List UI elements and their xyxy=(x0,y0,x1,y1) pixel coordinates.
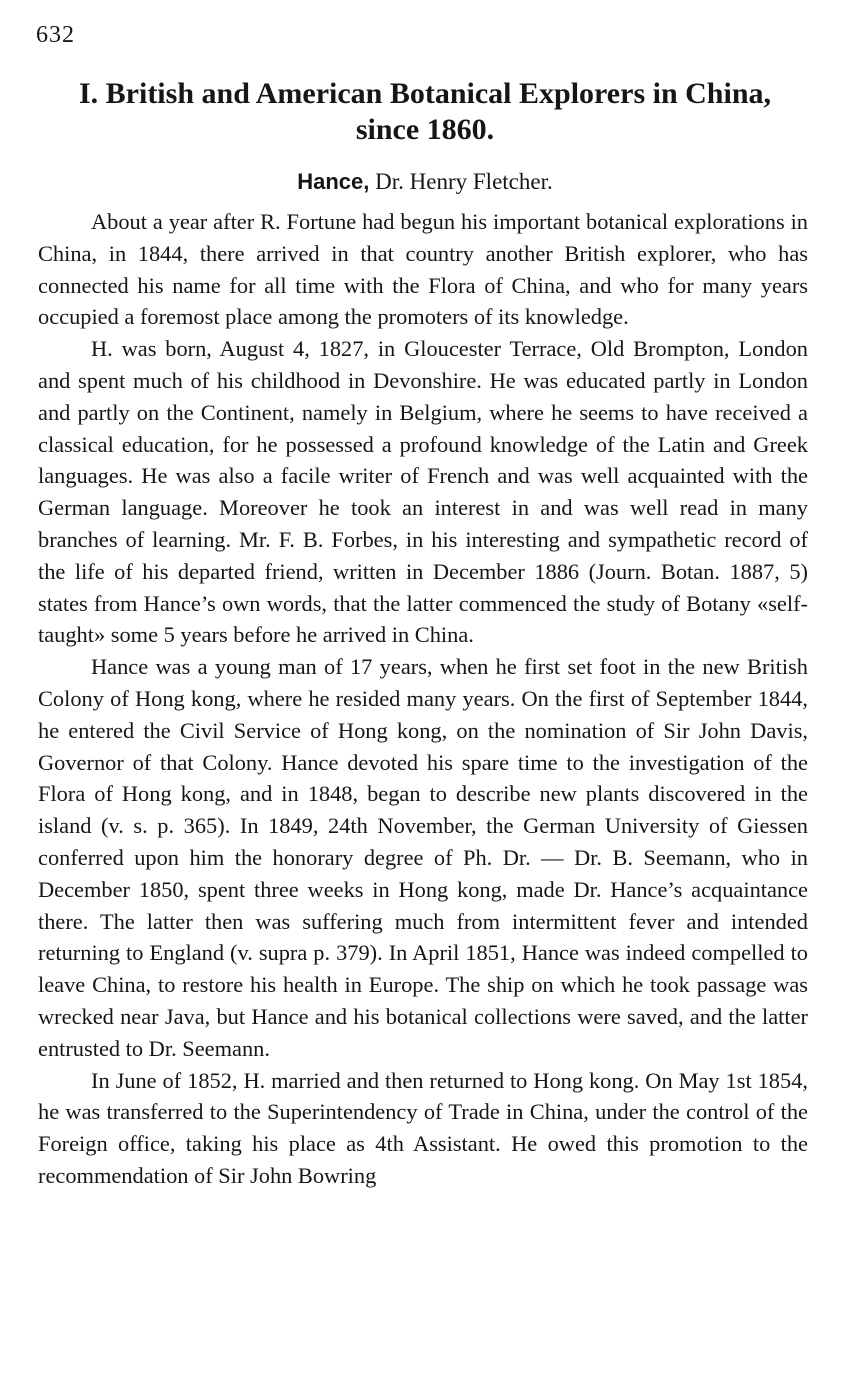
paragraph-3: Hance was a young man of 17 years, when he first set foot in the new British Colony of Hong kong, where he resided many years. On the first of September 1844, he entered the Civil Service of Hong kong, on the nomination of Sir John Davis, Governor of that Colony. Hance devoted his spare time to the investigation of the Flora of Hong kong, and in 1848, began to describe new plants discovered in the island (v. s. p. 365). In 1849, 24th November, the German University of Giessen conferred upon him the honorary degree of Ph. Dr. — Dr. B. Seemann, who in December 1850, spent three weeks in Hong kong, made Dr. Hance’s acquaintance there. The latter then was suffering much from intermittent fever and intended returning to England (v. supra p. 379). In April 1851, Hance was indeed compelled to leave China, to restore his health in Europe. The ship on which he took passage was wrecked near Java, but Hance and his botanical collections were saved, and the latter entrusted to Dr. Seemann. xyxy=(38,654,808,1061)
paragraph-2: H. was born, August 4, 1827, in Gloucester Terrace, Old Brompton, London and spent much of his childhood in Devonshire. He was educated partly in London and partly on the Continent, namely in Belgium, where he seems to have received a classical education, for he possessed a profound knowledge of the Latin and Greek languages. He was also a facile writer of French and was well acquainted with the German language. Moreover he took an interest in and was well read in many branches of learning. Mr. F. B. Forbes, in his interesting and sympathetic record of the life of his departed friend, written in December 1886 (Journ. Botan. 1887, 5) states from Hance’s own words, that the latter commenced the study of Botany «self-taught» some 5 years before he arrived in China. xyxy=(38,336,808,648)
section-heading xyxy=(36,166,814,198)
section-heading-surname: Hance, xyxy=(297,169,370,194)
paragraph-1: About a year after R. Fortune had begun his important botanical explorations in China, in 1844, there arrived in that country another British explorer, who has connected his name for all time with the Flora of China, and who for many years occupied a foremost place among the promoters of its knowledge. xyxy=(38,209,808,330)
chapter-title xyxy=(30,76,820,148)
page-number: 632 xyxy=(36,22,75,48)
section-heading-given-name: Dr. Henry Fletcher. xyxy=(369,169,553,194)
chapter-title-line-2: since 1860. xyxy=(355,113,495,146)
body-text xyxy=(38,206,808,1192)
paragraph-4: In June of 1852, H. married and then returned to Hong kong. On May 1st 1854, he was transferred to the Superintendency of Trade in China, under the control of the Foreign office, taking his place as 4th Assistant. He owed this promotion to the recommendation of Sir John Bowring xyxy=(38,1067,808,1188)
chapter-title-line-1: I. British and American Botanical Explorers in China, xyxy=(78,77,772,110)
